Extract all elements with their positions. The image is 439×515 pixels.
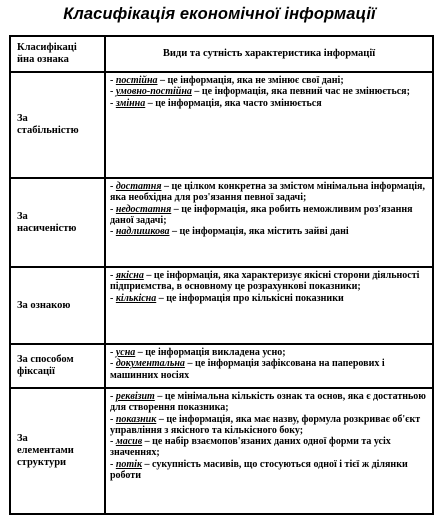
category-line: стабільністю bbox=[17, 125, 79, 136]
row-category bbox=[10, 388, 105, 514]
list-item: - достатня – це цілком конкретна за змістом мінімальна інформація, яка необхідна для роз'язання певної задачі; bbox=[110, 181, 425, 204]
category-line: За ознакою bbox=[17, 299, 71, 311]
term: показник bbox=[115, 413, 157, 425]
term: умовно-постійна bbox=[115, 86, 192, 98]
header-types: Види та сутність характеристика інформації bbox=[105, 36, 433, 72]
table-row bbox=[10, 267, 433, 344]
list-item: - масив – це набір взаємопов'язаних даних одної форми та усіх значеннях; bbox=[110, 436, 391, 459]
row-category bbox=[10, 72, 105, 178]
category-line: За bbox=[17, 210, 28, 222]
category-line: насиченістю bbox=[17, 222, 77, 234]
list-item: - умовно-постійна – це інформація, яка певний час не змінюється; bbox=[110, 86, 410, 98]
list-item: - реквізит – це мінімальна кількість ознак та основ, яка є достатньою для створення показника; bbox=[110, 391, 426, 414]
header-line: йна ознака bbox=[17, 54, 69, 65]
table-row bbox=[10, 344, 433, 388]
row-category bbox=[10, 267, 105, 344]
header-line: Класифікаці bbox=[17, 42, 77, 53]
term: якісна bbox=[115, 270, 144, 281]
category-line: фіксації bbox=[17, 366, 55, 377]
list-item: - потік – сукупність масивів, що стосуються одної і тієї ж ділянки роботи bbox=[110, 458, 408, 482]
table-row bbox=[10, 388, 433, 514]
term: реквізит bbox=[115, 391, 155, 402]
row-description bbox=[105, 178, 433, 267]
category-line: За способом bbox=[17, 354, 74, 365]
row-description bbox=[105, 344, 433, 388]
header-classification bbox=[10, 36, 105, 72]
category-line: елементами bbox=[17, 445, 74, 456]
category-line: За bbox=[17, 113, 28, 124]
row-category bbox=[10, 344, 105, 388]
category-line: структури bbox=[17, 457, 67, 468]
list-item: - документальна – це інформація зафіксована на паперових і машинних носіях bbox=[110, 358, 385, 381]
category-line: За bbox=[17, 433, 28, 444]
list-item: - змінна – це інформація, яка часто змінюється bbox=[110, 97, 322, 109]
row-description bbox=[105, 267, 433, 344]
page-title: Класифікація економічної інформації bbox=[63, 5, 376, 23]
list-item: - кількісна – це інформація про кількісні показники bbox=[110, 292, 344, 304]
row-category bbox=[10, 178, 105, 267]
term: надлишкова bbox=[115, 226, 170, 238]
term: достатня bbox=[115, 181, 162, 192]
term: змінна bbox=[115, 97, 146, 109]
term: усна bbox=[115, 347, 136, 358]
row-description bbox=[105, 72, 433, 178]
term: масив bbox=[115, 436, 143, 448]
list-item: - недостатня – це інформація, яка робить неможливим роз'язання даної задачі; bbox=[110, 203, 413, 226]
term: кількісна bbox=[115, 292, 157, 304]
list-item: - постійна – це інформація, яка не змінює свої дані; bbox=[110, 75, 344, 86]
list-item: - усна – це інформація викладена усно; bbox=[110, 347, 286, 358]
term: недостатня bbox=[115, 203, 172, 215]
table-row bbox=[10, 72, 433, 178]
table-row bbox=[10, 178, 433, 267]
list-item: - показник – це інформація, яка має назву, формула розкриває об'єкт управління з якісного та кількісного боку; bbox=[110, 413, 421, 436]
classification-table bbox=[9, 35, 434, 515]
term: документальна bbox=[115, 358, 185, 370]
term: постійна bbox=[115, 75, 158, 86]
row-description bbox=[105, 388, 433, 514]
table-header-row bbox=[10, 36, 433, 72]
term: потік bbox=[115, 458, 143, 470]
list-item: - надлишкова – це інформація, яка містить зайві дані bbox=[110, 226, 349, 238]
list-item: - якісна – це інформація, яка характеризує якісні сторони діяльності підприємства, в основному це розрахункові показники; bbox=[110, 270, 420, 293]
